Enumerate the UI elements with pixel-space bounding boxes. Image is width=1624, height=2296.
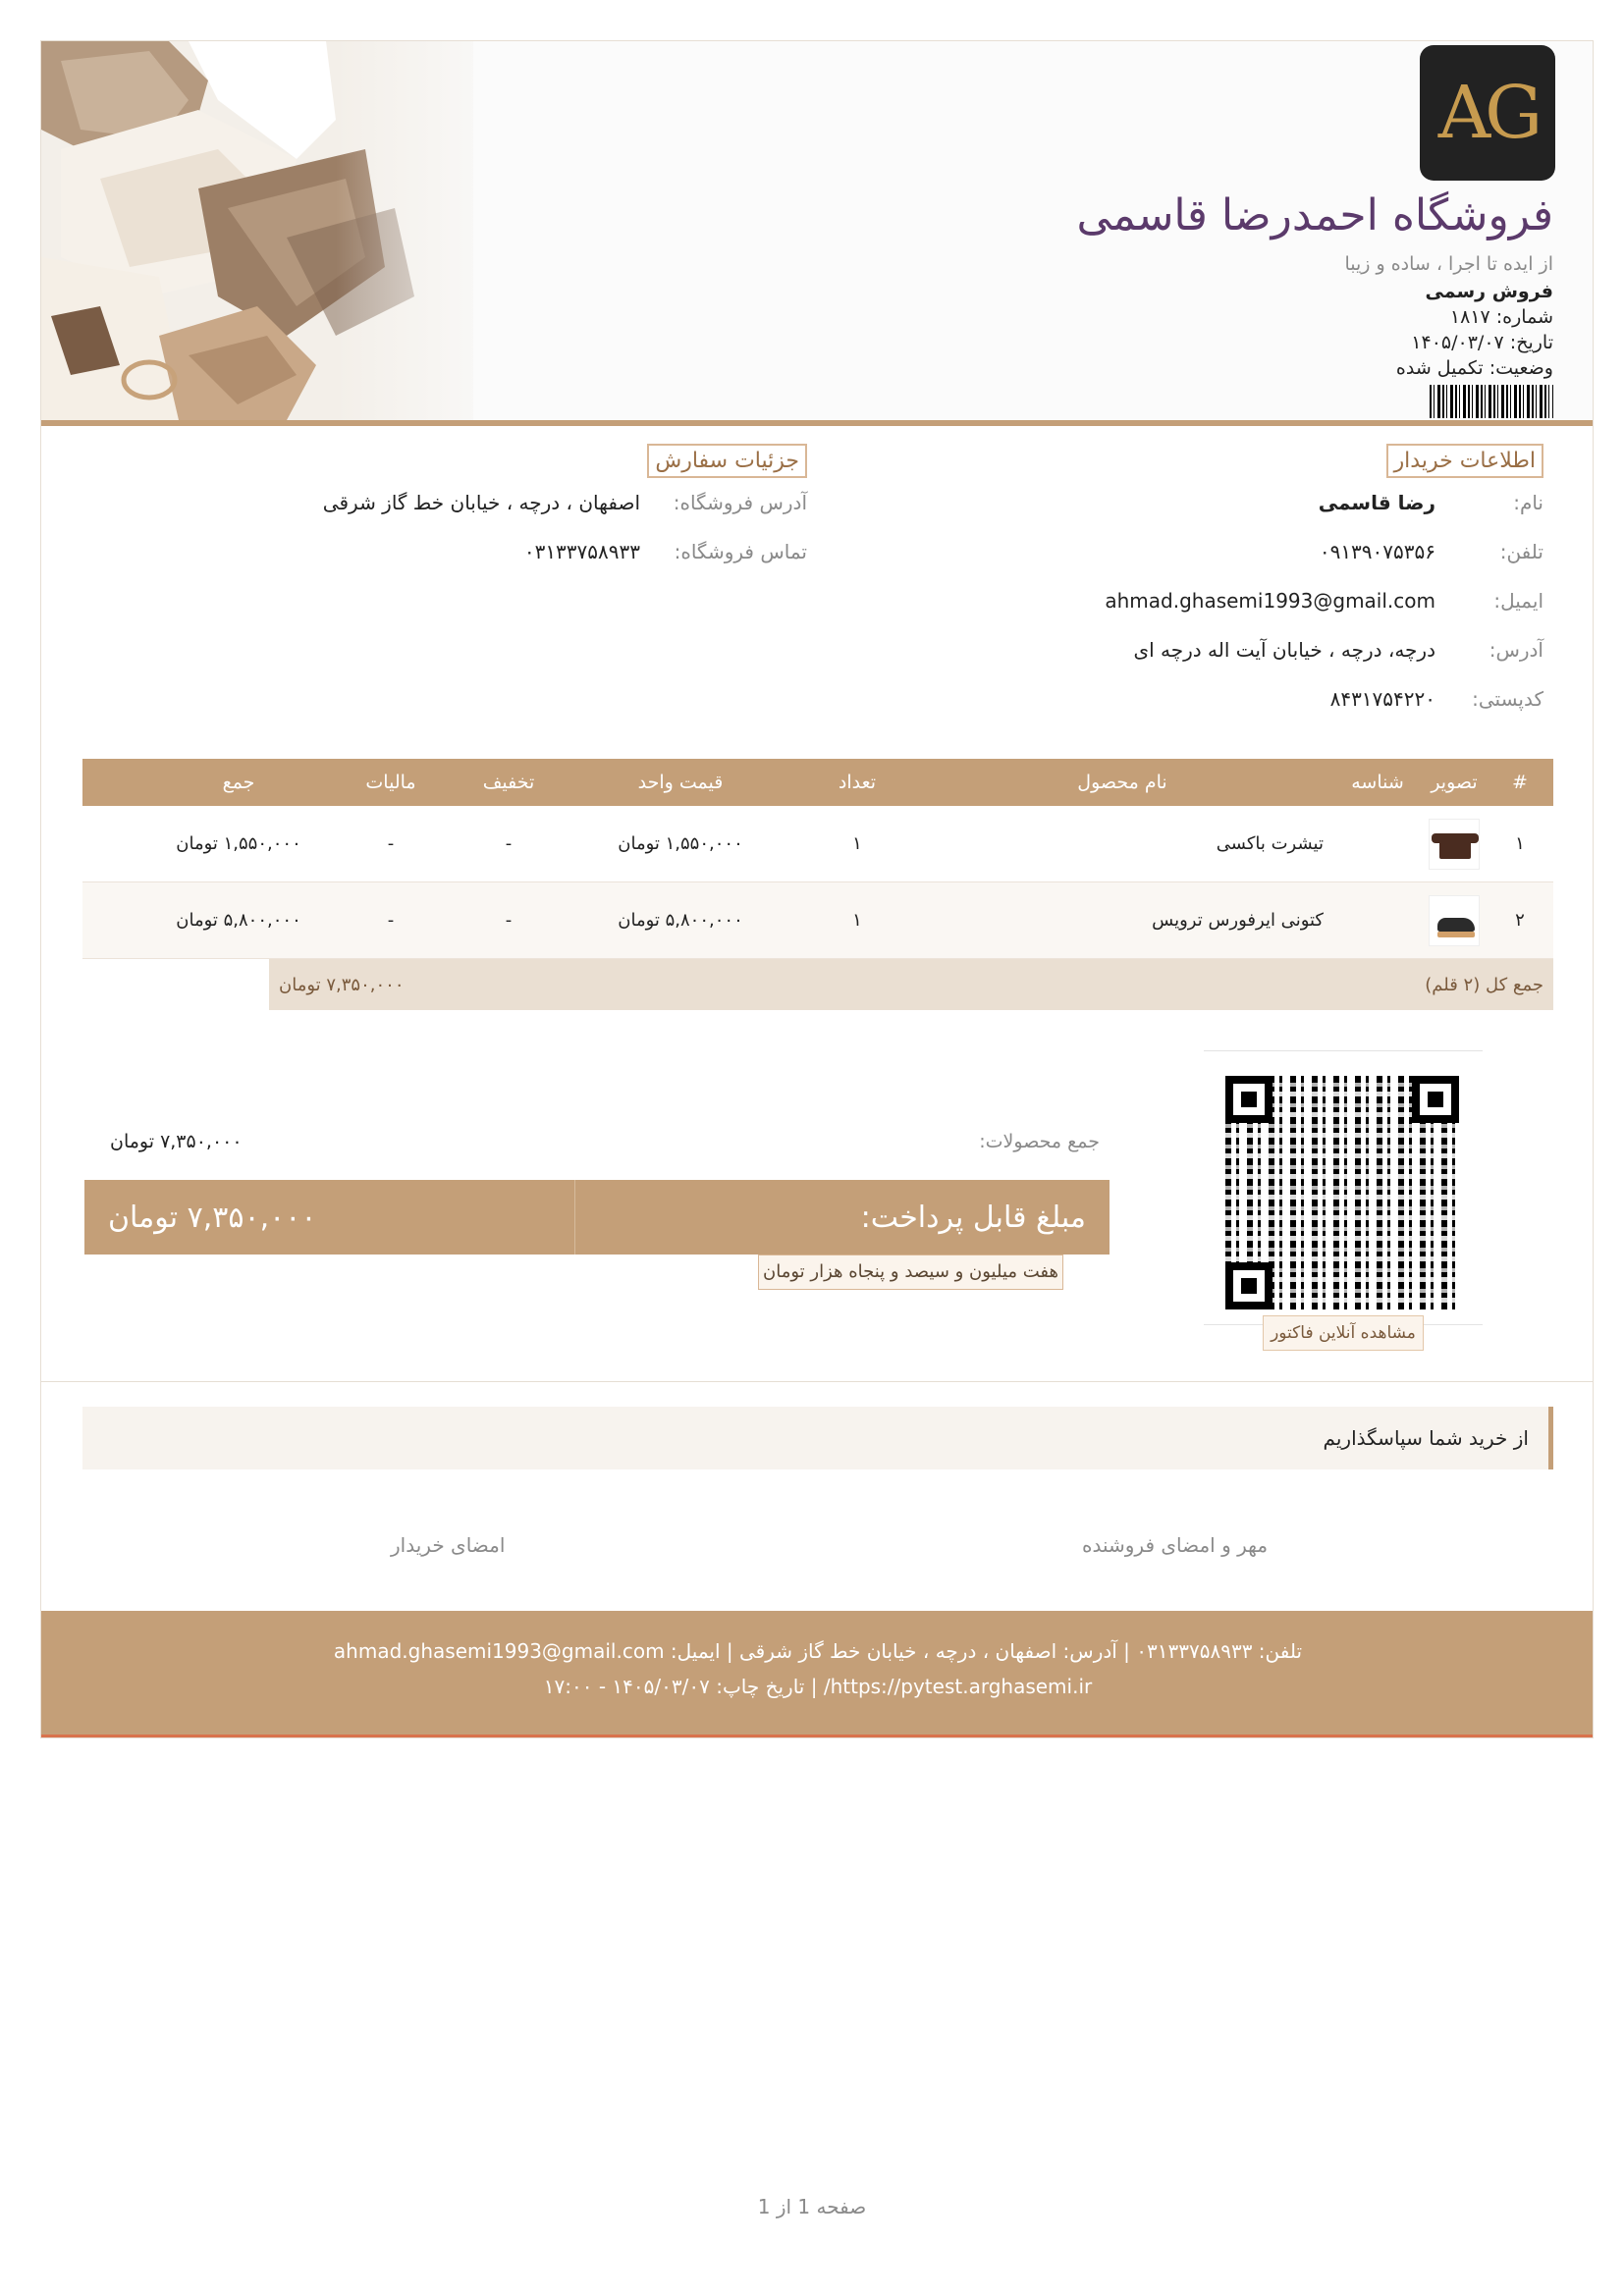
row-discount: -: [505, 833, 513, 854]
store-tagline: از ایده تا اجرا ، ساده و زیبا: [1344, 253, 1553, 275]
col-header-discount: تخفیف: [482, 772, 535, 793]
buyer-email: ahmad.ghasemi1993@gmail.com: [1105, 589, 1435, 613]
buyer-name-row: [1319, 483, 1543, 522]
header-photo-fade: [336, 41, 532, 420]
buyer-email-row: [1105, 581, 1543, 620]
header-info: [866, 185, 1553, 422]
qr-finder-top-right: [1412, 1076, 1459, 1123]
invoice-header: [41, 41, 1594, 420]
store-address-row: [323, 483, 807, 522]
row-index: ۱: [1515, 833, 1525, 854]
qr-code-icon[interactable]: [1225, 1076, 1459, 1309]
footer-accent-bar: [41, 1735, 1594, 1738]
row-image: [1422, 819, 1487, 870]
qr-finder-bottom-left: [1225, 1262, 1272, 1309]
page-number: صفحه 1 از 1: [757, 2195, 867, 2218]
buyer-signature-label: امضای خریدار: [391, 1533, 506, 1557]
view-online-link[interactable]: مشاهده آنلاین فاکتور: [1263, 1315, 1424, 1351]
total-value: ۷,۳۵۰,۰۰۰ تومان: [279, 974, 405, 995]
buyer-name-label: نام:: [1513, 491, 1543, 514]
footer-contact-line: تلفن: ۰۳۱۳۳۷۵۸۹۳۳ | آدرس: اصفهان ، درچه ، خیابان خط گاز شرقی | ایمیل: ahmad.ghasemi1993@gmail.com: [333, 1639, 1303, 1663]
row-image: [1422, 895, 1487, 946]
amount-in-words: هفت میلیون و سیصد و پنجاه هزار تومان: [758, 1255, 1063, 1290]
col-header-image: تصویر: [1431, 772, 1478, 793]
section-divider: [41, 1381, 1594, 1382]
buyer-phone-row: [1320, 532, 1543, 571]
col-header-qty: تعداد: [838, 772, 877, 793]
col-header-product: نام محصول: [1077, 772, 1167, 793]
store-address-label: آدرس فروشگاه:: [673, 491, 807, 514]
row-unit-price: ۱,۵۵۰,۰۰۰ تومان: [618, 833, 743, 854]
store-phone-row: [524, 532, 807, 571]
payable-label: مبلغ قابل پرداخت:: [575, 1180, 1110, 1255]
store-name: فروشگاه احمدرضا قاسمی: [1076, 190, 1553, 240]
products-sum-row: [110, 1131, 1123, 1152]
col-header-unit-price: قیمت واحد: [637, 772, 724, 793]
buyer-name: رضا قاسمی: [1318, 491, 1435, 514]
row-sum: ۵,۸۰۰,۰۰۰ تومان: [176, 910, 301, 931]
row-tax: -: [387, 910, 395, 931]
row-discount: -: [505, 910, 513, 931]
tshirt-thumbnail: [1429, 819, 1480, 870]
barcode: [1430, 385, 1553, 418]
buyer-email-label: ایمیل:: [1493, 589, 1543, 613]
row-product-name: تیشرت باکسی: [1216, 833, 1324, 854]
col-header-sum: جمع: [222, 772, 255, 793]
seller-signature-label: مهر و امضای فروشنده: [1082, 1533, 1269, 1557]
buyer-address-label: آدرس:: [1489, 638, 1543, 662]
table-total-row: [269, 959, 1553, 1010]
total-label: جمع کل (۲ قلم): [1425, 974, 1543, 995]
row-product-name: کتونی ایرفورس ترویس: [1152, 910, 1324, 931]
products-sum-label: جمع محصولات:: [979, 1131, 1100, 1152]
store-address: اصفهان ، درچه ، خیابان خط گاز شرقی: [322, 491, 640, 514]
row-unit-price: ۵,۸۰۰,۰۰۰ تومان: [618, 910, 743, 931]
buyer-postal: ۸۴۳۱۷۵۴۲۲۰: [1329, 687, 1435, 711]
col-header-tax: مالیات: [365, 772, 416, 793]
row-index: ۲: [1515, 910, 1525, 931]
header-divider: [41, 420, 1594, 426]
sneaker-thumbnail: [1429, 895, 1480, 946]
items-table: [82, 759, 1553, 959]
store-phone-label: تماس فروشگاه:: [674, 540, 807, 563]
col-header-index: #: [1512, 772, 1528, 793]
invoice-date: تاریخ: ۱۴۰۵/۰۳/۰۷: [1411, 332, 1553, 353]
buyer-address-row: [1133, 630, 1543, 669]
qr-finder-top-left: [1225, 1076, 1272, 1123]
row-qty: ۱: [852, 910, 862, 931]
buyer-section-title: اطلاعات خریدار: [1386, 444, 1543, 478]
invoice-status: وضعیت: تکمیل شده: [1395, 357, 1553, 379]
table-row: [82, 882, 1553, 959]
buyer-phone: ۰۹۱۳۹۰۷۵۳۵۶: [1319, 540, 1435, 563]
store-phone: ۰۳۱۳۳۷۵۸۹۳۳: [523, 540, 640, 563]
col-header-sku: شناسه: [1351, 772, 1404, 793]
store-logo: AG: [1420, 45, 1555, 181]
products-sum-value: ۷,۳۵۰,۰۰۰ تومان: [110, 1131, 243, 1152]
row-tax: -: [387, 833, 395, 854]
buyer-postal-row: [1330, 679, 1543, 719]
invoice-number: شماره: ۱۸۱۷: [1449, 306, 1553, 328]
payable-value: ۷,۳۵۰,۰۰۰ تومان: [84, 1180, 575, 1255]
buyer-address: درچه، درچه ، خیابان آیت اله درچه ای: [1133, 638, 1435, 662]
buyer-phone-label: تلفن:: [1499, 540, 1543, 563]
row-qty: ۱: [852, 833, 862, 854]
thank-you-note: از خرید شما سپاسگذاریم: [82, 1407, 1553, 1469]
footer-website-line: https://pytest.arghasemi.ir/ | تاریخ چاپ: ۱۴۰۵/۰۳/۰۷ - ۱۷:۰۰: [543, 1675, 1093, 1698]
payable-box: [84, 1180, 1110, 1255]
row-sum: ۱,۵۵۰,۰۰۰ تومان: [176, 833, 301, 854]
invoice-footer: [41, 1611, 1594, 1735]
sale-type: فروش رسمی: [1425, 281, 1553, 302]
invoice-sheet: [40, 40, 1594, 1738]
buyer-postal-label: کدپستی:: [1472, 687, 1543, 711]
order-section-title: جزئیات سفارش: [647, 444, 807, 478]
table-header: [82, 759, 1553, 806]
table-row: [82, 806, 1553, 882]
